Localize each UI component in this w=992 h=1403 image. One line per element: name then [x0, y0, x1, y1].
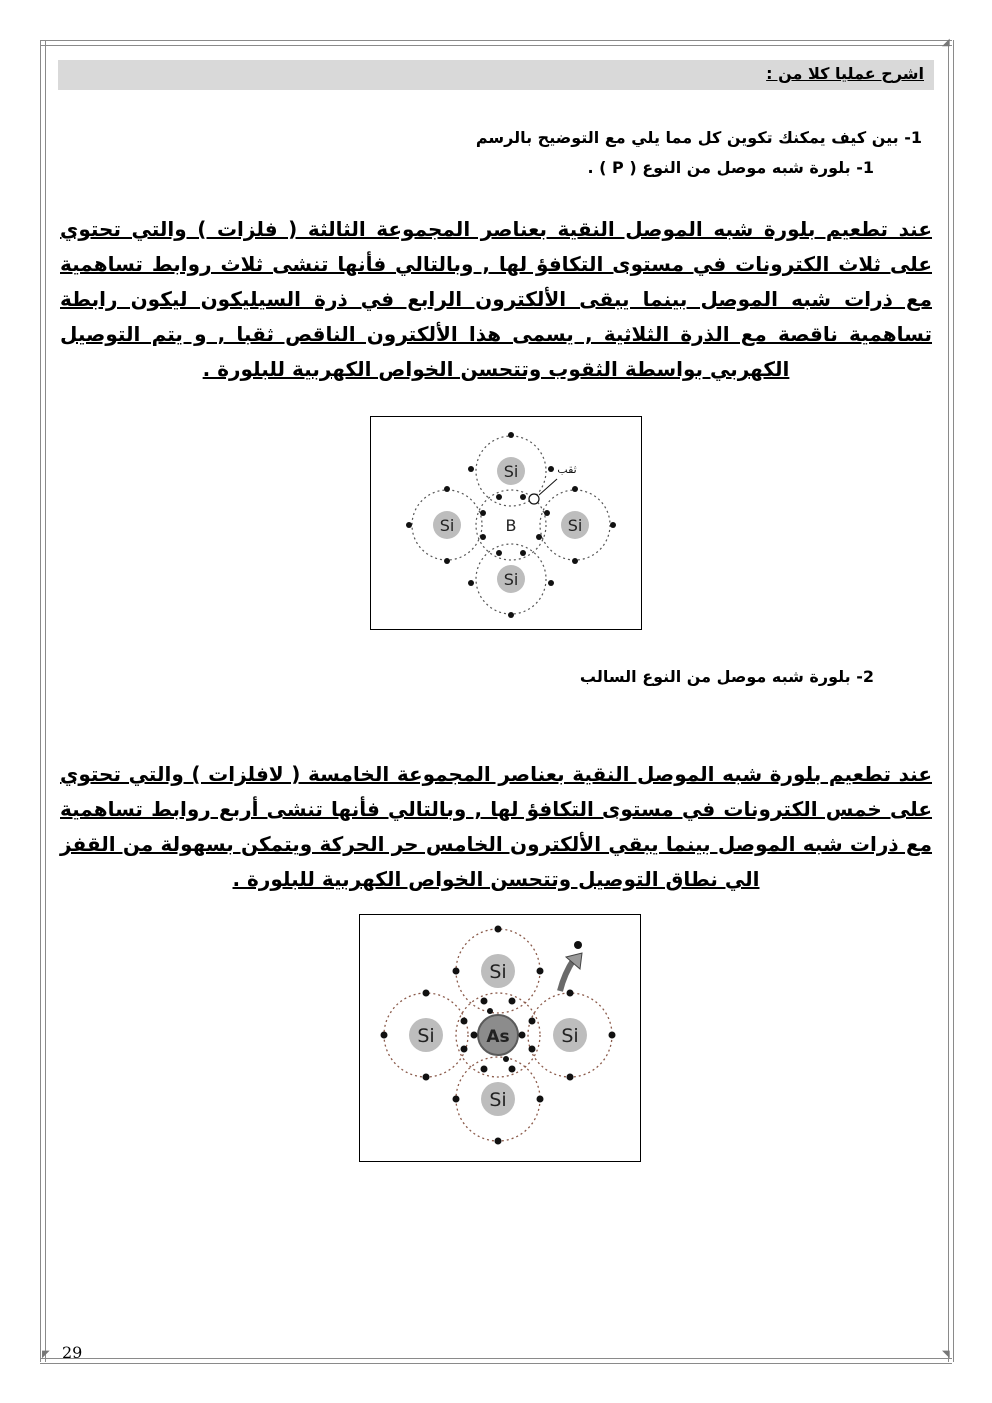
atom-label-left: Si: [417, 1025, 435, 1047]
p-type-diagram: [370, 416, 642, 630]
n-type-lattice-svg: [360, 915, 640, 1161]
center-atom-label: B: [505, 516, 517, 535]
corner-ornament-top-right: ◢: [942, 37, 950, 48]
atom-label-bottom: Si: [489, 1089, 507, 1111]
atom-label-right: Si: [567, 516, 583, 535]
p-type-lattice-svg: [371, 417, 641, 629]
answer-text-2: عند تطعيم بلورة شبه الموصل النقية بعناصر المجموعة الخامسة ( لافلزات ) والتي تحتوي على خمس الكترونات في مستوى التكافؤ لها , وبالتالي فأنها تنشى أربع روابط تساهمية مع ذرات شبه الموصل بينما يبقي الألكترون الخامس حر الحركة ويتمكن بسهولة من القفز الي نطاق التوصيل وتتحسن الخواص الكهربية للبلورة .: [60, 762, 932, 891]
header-title: اشرح عمليا كلا من :: [766, 64, 924, 83]
corner-ornament-bottom-right: ◥: [942, 1349, 950, 1360]
question-sub-2: 2- بلورة شبه موصل من النوع السالب: [579, 667, 874, 686]
page-number: 29: [62, 1343, 83, 1362]
hole-label: ثقب: [557, 463, 577, 476]
atom-label-right: Si: [561, 1025, 579, 1047]
free-electron: [574, 941, 582, 949]
header-bar: [58, 60, 934, 90]
frame-right-border: [948, 40, 954, 1362]
frame-left-border: [40, 40, 46, 1362]
center-atom-label: As: [486, 1027, 510, 1047]
atom-label-top: Si: [489, 961, 507, 983]
n-type-diagram: [359, 914, 641, 1162]
free-electron-arrow: [560, 959, 574, 991]
answer-paragraph-2: [60, 757, 932, 897]
corner-ornament-bottom-left: ◤: [42, 1349, 50, 1360]
hole-marker: [529, 494, 539, 504]
question-sub-1: 1- بلورة شبه موصل من النوع ( P ) .: [587, 158, 874, 177]
answer-text-1: عند تطعيم بلورة شبه الموصل النقية بعناصر المجموعة الثالثة ( فلزات ) والتي تحتوي على ثلاث الكترونات في مستوى التكافؤ لها , وبالتالي فأنها تنشى ثلاث روابط تساهمية مع ذرات شبه الموصل بينما يبقى الألكترون الرابع في ذرة السيليكون ليكون رابطة تساهمية ناقصة مع الذرة الثلاثية , يسمى هذا الألكترون الناقص ثقبا , و يتم التوصيل الكهربي بواسطة الثقوب وتتحسن الخواص الكهربية للبلورة .: [60, 217, 932, 381]
question-line-1: 1- بين كيف يمكنك تكوين كل مما يلي مع التوضيح بالرسم: [475, 128, 922, 147]
frame-bottom-border: [40, 1358, 952, 1364]
atom-label-left: Si: [439, 516, 455, 535]
frame-top-border: [40, 37, 952, 48]
atom-label-top: Si: [503, 462, 519, 481]
atom-label-bottom: Si: [503, 570, 519, 589]
answer-paragraph-1: [60, 212, 932, 387]
